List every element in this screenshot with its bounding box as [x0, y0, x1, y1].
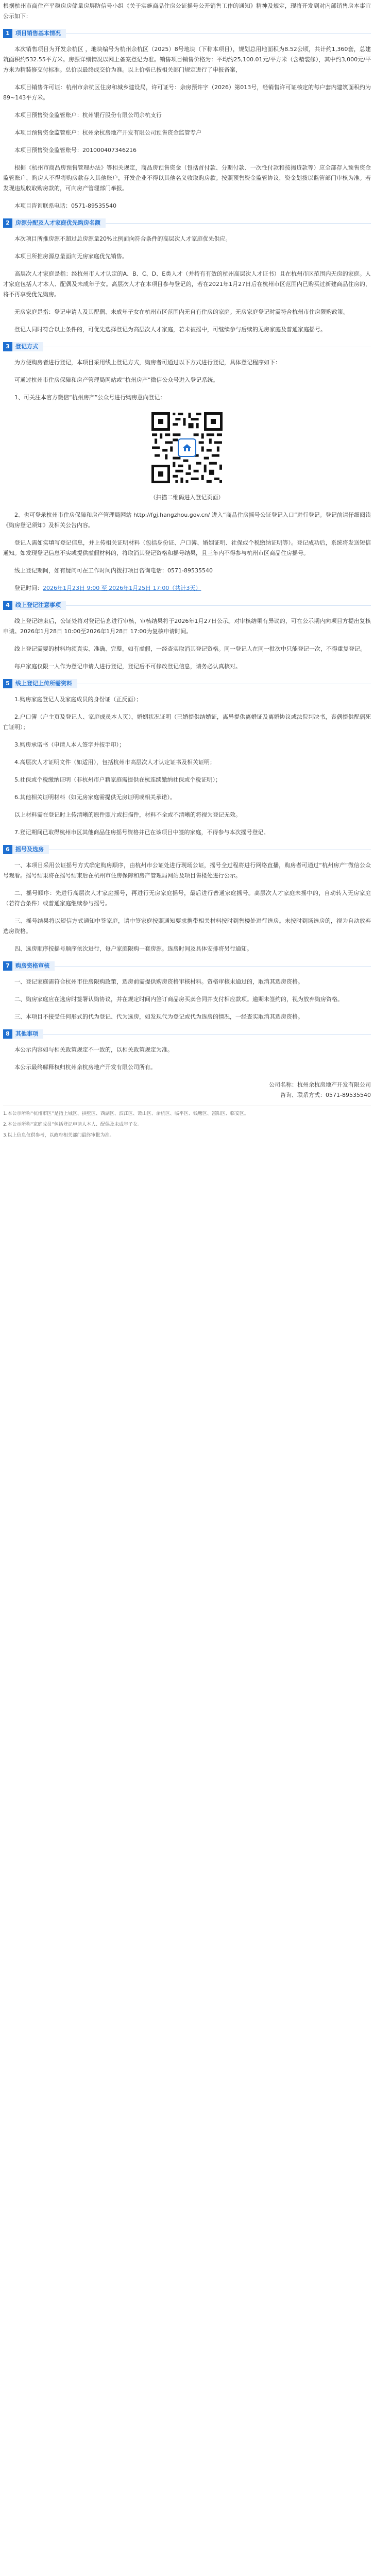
section-7-header — [3, 961, 371, 971]
section-1-paragraph: 本项目预售资金监管账户：杭州余杭房地产开发有限公司预售资金监管专户 — [14, 129, 201, 136]
section-7-paragraph: 三、本项目不接受任何形式的代为登记、代为选房，如发现代为登记或代为选房的情况，一经查实取消其选房资格。 — [14, 1013, 303, 1020]
section-7-number: 7 — [3, 961, 12, 971]
section-6-paragraph: 四、选房顺序按摇号顺序依次进行，每户家庭限购一套房源。选房时间及具体安排将另行通知。 — [14, 945, 252, 952]
registration-time — [3, 583, 371, 594]
section-4-number: 4 — [3, 601, 12, 610]
section-5-number: 5 — [3, 679, 12, 688]
section-1-title: 项目销售基本情况 — [12, 29, 66, 38]
qr-caption: （扫描二维码进入登记页面） — [150, 494, 224, 501]
section-divider — [66, 605, 371, 606]
section-5-item: 1.购房家庭登记人及家庭成员的身份证（正反面）； — [14, 696, 142, 703]
section-1-number: 1 — [3, 29, 12, 38]
section-2-paragraph: 高层次人才家庭是指：经杭州市人才认定的A、B、C、D、E类人才（并持有有效的杭州高层次人才证书）且在杭州市区范围内无房的家庭。人才家庭包括人才本人、配偶及未成年子女。高层次人才在本项目参与登记的，若在2021年1月27日后在杭州市区范围内已购买过新建商品住房的，将不再享受优先购房。 — [3, 270, 371, 298]
section-divider — [66, 33, 371, 34]
section-7-paragraph: 一、登记家庭需符合杭州市住房限购政策，选房前需提供购房资格审核材料。资格审核未通过的，取消其选房资格。 — [14, 978, 303, 985]
house-icon — [181, 442, 193, 453]
section-5-item: 6.其他相关证明材料（如无房家庭需提供无房证明或相关承诺）。 — [14, 794, 176, 801]
signature-block — [3, 1080, 371, 1100]
registration-paragraph: 登记人需如实填写登记信息，并上传相关证明材料（包括身份证、户口簿、婚姻证明、社保或个税缴纳证明等）。登记成功后，系统将发送短信通知。如发现登记信息不实或提供虚假材料的，将取消其登记资格和摇号结果，且三年内不得参与杭州市区商品住房摇号。 — [3, 539, 371, 556]
footnotes — [3, 1106, 371, 1140]
section-5-item: 以上材料需在登记时上传清晰的原件照片或扫描件，材料不全或不清晰的将视为登记无效。 — [14, 811, 241, 818]
contact-info: 咨询、联系方式：0571-89535540 — [280, 1092, 371, 1098]
section-2-header — [3, 218, 371, 228]
section-8-header — [3, 1029, 371, 1039]
section-4-paragraph: 线上登记结束后，公证处将对登记信息进行审核，审核结果将于2026年1月27日公示。对审核结果有异议的，可在公示期内向项目方提出复核申请。2026年1月28日 10:00至2026年1月28日 17:00为复核申请时间。 — [3, 618, 371, 635]
section-6-paragraph: 三、摇号结果将以短信方式通知中签家庭，请中签家庭按照通知要求携带相关材料按时到售楼处进行选房。未按时到场选房的，视为自动放弃选房资格。 — [3, 918, 371, 935]
announcement-page — [0, 0, 374, 1163]
qr-code-container — [3, 410, 371, 485]
section-1-paragraph: 本项目咨询联系电话：0571-89535540 — [14, 202, 116, 209]
section-4-header — [3, 601, 371, 610]
section-3-number: 3 — [3, 342, 12, 351]
section-divider — [106, 223, 371, 224]
section-3-header — [3, 342, 371, 351]
qr-code-icon[interactable] — [149, 410, 225, 485]
qr-finder-icon — [204, 412, 223, 431]
section-8-paragraph: 本公示最终解释权归杭州余杭房地产开发有限公司所有。 — [14, 1064, 156, 1071]
section-8-number: 8 — [3, 1029, 12, 1039]
section-3-paragraph: 为方便购房者进行登记，本项目采用线上登记方式，购房者可通过以下方式进行登记，具体登记程序如下： — [14, 359, 281, 366]
registration-paragraph: 2、也可登录杭州市住房保障和房产管理局网站 http://fgj.hangzhou.gov.cn/ 进入“商品住房摇号公证登记入口”进行登记。登记前请仔细阅读《购房登记须知》及相关公告内容。 — [3, 512, 371, 529]
section-5-title: 线上登记上传所需资料 — [12, 679, 77, 688]
footnote: 3.以上信息仅供参考，以政府相关部门最终审批为准。 — [3, 1133, 114, 1138]
section-1-paragraph: 本项目预售资金监管账户：杭州银行股份有限公司余杭支行 — [14, 112, 162, 118]
intro-paragraph: 根据杭州市商住产平稳房房储量房屏防信号小组《关于实施商品住房公证摇号公开销售工作的通知》精神及规定，现将开发到对内部销售房本事宜公示如下： — [3, 3, 371, 20]
footnote: 1.本公示所称“杭州市区”是指上城区、拱墅区、西湖区、滨江区、萧山区、余杭区、临平区、钱塘区、富阳区、临安区。 — [3, 1111, 249, 1116]
section-7-title: 购房资格审核 — [12, 961, 55, 971]
qr-finder-icon — [151, 412, 170, 431]
section-2-paragraph: 本次项目所推房源不超过总房源量20%比例面向符合条件的高层次人才家庭优先供应。 — [14, 235, 231, 242]
section-6-header — [3, 845, 371, 854]
section-7-paragraph: 二、购房家庭应在选房时签署认购协议，并在规定时间内签订商品房买卖合同并支付相应款项。逾期未签约的，视为放弃购房资格。 — [14, 996, 343, 1003]
section-3-paragraph: 1、可关注本官方微信“杭州房产”公众号进行购房意向登记： — [14, 394, 166, 401]
qr-finder-icon — [151, 465, 170, 483]
section-4-title: 线上登记注意事项 — [12, 601, 66, 610]
footnote: 2.本公示所称“家庭成员”包括登记申请人本人、配偶及未成年子女。 — [3, 1122, 142, 1127]
section-4-paragraph: 每户家庭仅限一人作为登记申请人进行登记，登记后不可修改登记信息，请务必认真核对。 — [14, 663, 241, 670]
section-2-paragraph: 登记人同时符合以上条件的，可优先选择登记为高层次人才家庭，若未被摇中，可继续参与后续的无房家庭及普通家庭摇号。 — [14, 326, 326, 333]
section-5-item: 7.登记期间已取得杭州市区其他商品住房摇号资格并已在该项目中签的家庭，不得参与本次摇号登记。 — [14, 829, 269, 836]
section-1-paragraph: 本项目预售资金监管账号：201000407346216 — [14, 147, 137, 154]
section-divider — [43, 1034, 371, 1035]
registration-time-label: 登记时间： — [14, 585, 43, 591]
section-2-title: 房源分配及人才家庭优先购房名额 — [12, 218, 106, 228]
section-6-number: 6 — [3, 845, 12, 854]
company-name: 公司名称：杭州余杭房地产开发有限公司 — [269, 1081, 371, 1088]
section-6-title: 摇号及选房 — [12, 845, 49, 854]
house-logo-icon — [178, 438, 196, 457]
section-2-paragraph: 本项目所推房源总量面向无房家庭优先销售。 — [14, 253, 128, 260]
section-8-title: 其他事项 — [12, 1029, 43, 1039]
section-1-paragraph: 本次销售项目为开发余杭区 ，地块编号为杭州余杭区（2025）8号地块（下称本项目），规划总用地面积为8.52公顷，共计约1,360套，总建筑面积约532.55平方米。房源详细情况以网上备案登记为准。销售项目销售价格为：平均约25,100.01元/平方米（含精装修），其中约3,000元/平方米为精装修交付标准。总价以最终成交价为准。以上价格已按相关部门规定进行了申报备案， — [3, 46, 371, 73]
section-5-header — [3, 679, 371, 688]
section-1-paragraph: 本项目销售许可证：杭州市余杭区住房和城乡建设局，许可证号：余房预许字（2026）第013号，经销售许可证核定的每户套内建筑面积约为89~143平方米。 — [3, 84, 371, 101]
section-divider — [55, 966, 371, 967]
section-5-item: 2.户口簿（户主页及登记人、家庭成员本人页），婚姻状况证明（已婚提供结婚证，离异提供离婚证及离婚协议或法院判决书，丧偶提供配偶死亡证明）； — [3, 714, 371, 731]
section-3-title: 登记方式 — [12, 342, 43, 351]
section-6-paragraph: 一、本项目采用公证摇号方式确定购房顺序，由杭州市公证处进行现场公证，摇号全过程将进行网络直播，购房者可通过“杭州房产”微信公众号观看。摇号结果将在摇号结束后在杭州市住房保障和房产管理局网站及项目售楼处进行公示。 — [3, 862, 371, 879]
registration-time-value: 2026年1月23日 9:00 至 2026年1月25日 17:00（共计3天） — [43, 585, 201, 591]
section-1-header — [3, 29, 371, 38]
section-5-item: 4.高层次人才证明文件（如适用），包括杭州市高层次人才认定证书及相关证明； — [14, 759, 215, 766]
section-5-item: 5.社保或个税缴纳证明（非杭州市户籍家庭需提供在杭连续缴纳社保或个税证明）； — [14, 776, 221, 783]
bottom-spacer — [3, 1143, 371, 1163]
registration-paragraph: 线上登记期间，如有疑问可在工作时间内拨打项目咨询电话：0571-89535540 — [14, 567, 213, 574]
section-4-paragraph: 线上登记需要的材料均须真实、准确、完整，如有虚假，一经查实取消其登记资格。同一登记人在同一批次中只能登记一次，不得重复登记。 — [14, 646, 366, 652]
section-2-paragraph: 无房家庭是指：登记申请人及其配偶、未成年子女在杭州市区范围内无自有住房的家庭。无房家庭登记时需符合杭州市住房限购政策。 — [14, 309, 349, 315]
section-2-number: 2 — [3, 218, 12, 228]
section-6-paragraph: 二、摇号顺序：先进行高层次人才家庭摇号，再进行无房家庭摇号，最后进行普通家庭摇号。高层次人才家庭未摇中的，自动转入无房家庭（若符合条件）或普通家庭继续参与摇号。 — [3, 890, 371, 907]
section-3-paragraph: 可通过杭州市住房保障和房产管理局网站或“杭州房产”微信公众号进入登记系统。 — [14, 377, 219, 383]
section-8-paragraph: 本公示内容如与相关政策规定不一致的，以相关政策规定为准。 — [14, 1046, 173, 1053]
section-1-paragraph: 根据《杭州市商品房预售管理办法》等相关规定，商品房预售资金（包括首付款、分期付款、一次性付款和按揭贷款等）应全部存入预售资金监管账户，购房人不得将购房款存入其他账户，开发企业不得以其他名义收取购房款。按照预售资金监管协议，资金划拨以监管部门审核为准。若发现违规收取购房款的，可向房产管理部门举报。 — [3, 164, 371, 192]
section-5-item: 3.购房承诺书（申请人本人签字并按手印）； — [14, 741, 125, 748]
